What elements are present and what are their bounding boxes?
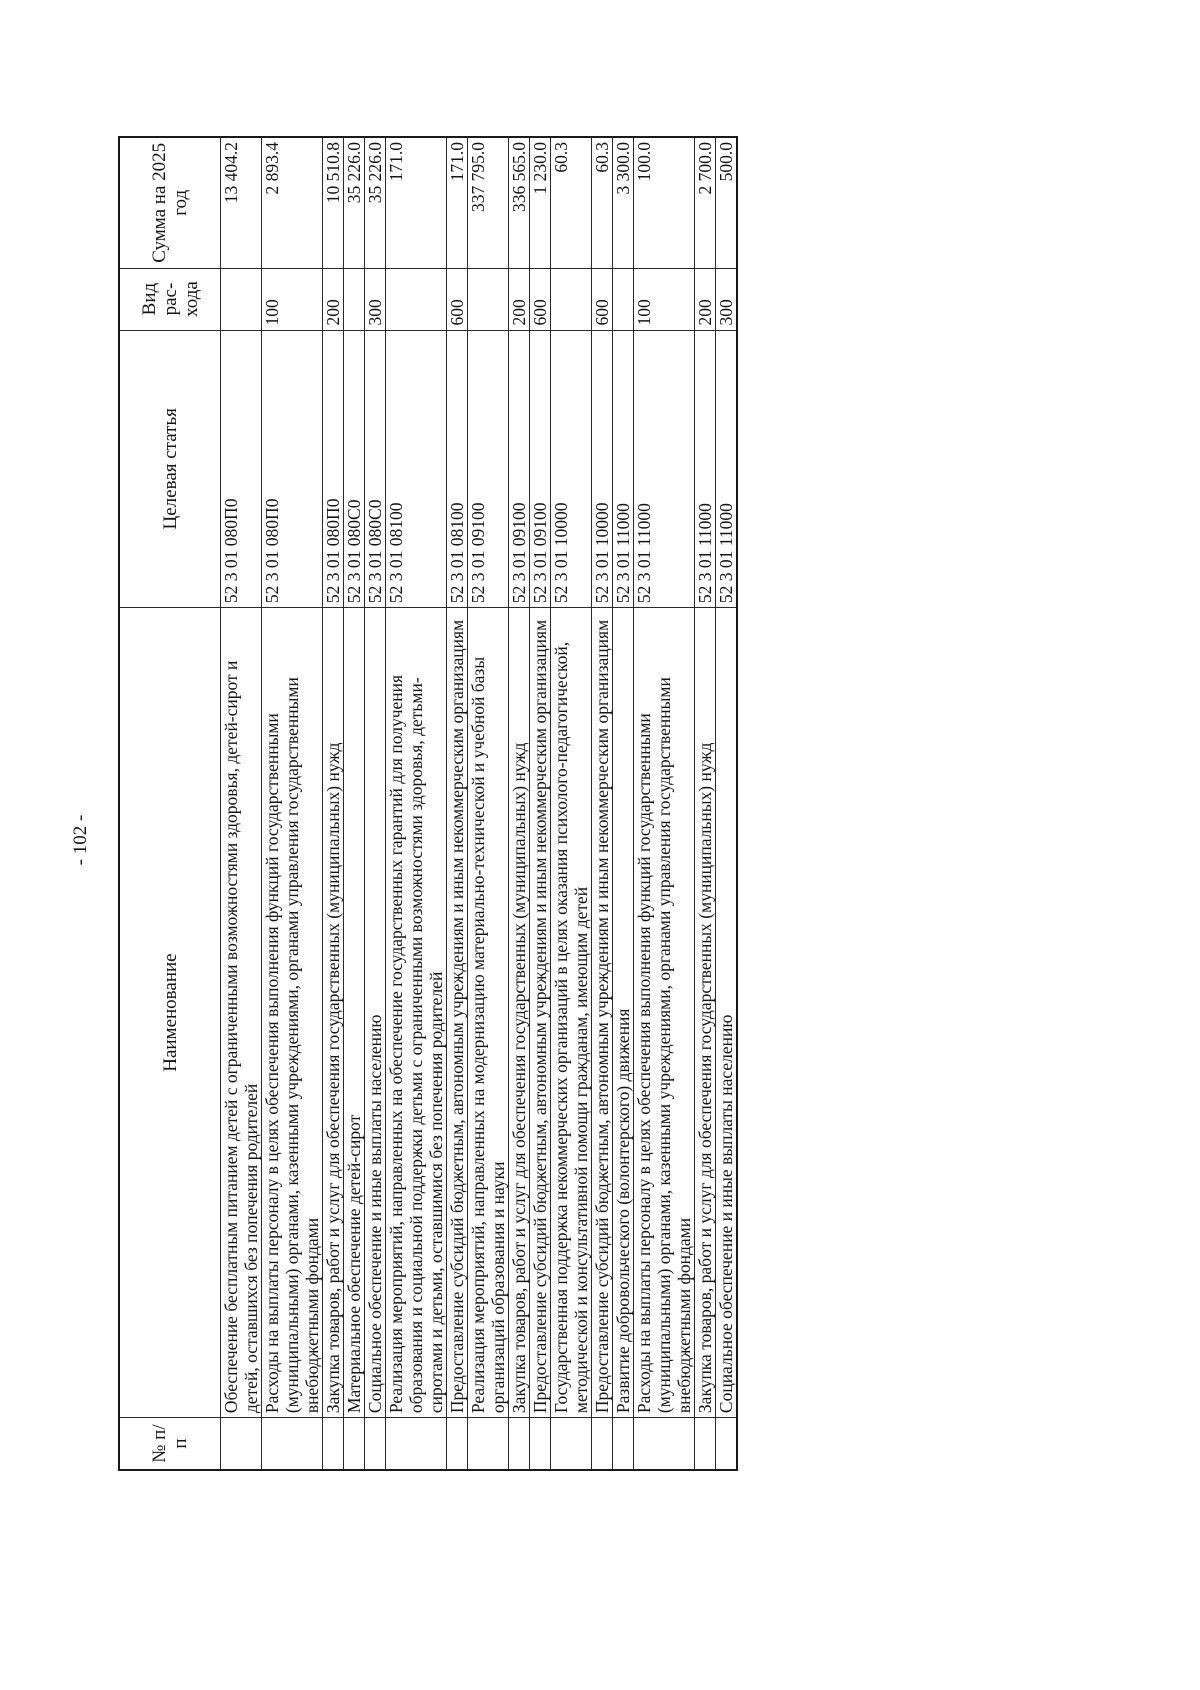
cell-type: 300 [716,268,738,330]
cell-sum: 2 700.0 [695,137,716,268]
table-header-row [119,137,221,1470]
cell-name: Социальное обеспечение и иные выплаты населению [365,608,386,1418]
cell-name: Предоставление субсидий бюджетным, автономным учреждениям и иным некоммерческим организациям [447,608,468,1418]
cell-code: 52 3 01 11000 [613,330,634,608]
cell-sum: 171.0 [386,137,447,268]
cell-type: 600 [530,268,551,330]
cell-type: 100 [262,268,323,330]
cell-num [447,1418,468,1470]
cell-name: Государственная поддержка некоммерческих организаций в целях оказания психолого-педагогической, методической и консультативной помощи гражданам, имеющим детей [551,608,592,1418]
table-row [634,137,695,1470]
cell-code: 52 3 01 080П0 [323,330,344,608]
cell-type [551,268,592,330]
cell-sum: 336 565.0 [509,137,530,268]
cell-sum: 35 226.0 [365,137,386,268]
cell-code: 52 3 01 10000 [592,330,613,608]
cell-code: 52 3 01 11000 [716,330,738,608]
cell-num [716,1418,738,1470]
header-num: № п/п [119,1418,221,1470]
cell-name: Предоставление субсидий бюджетным, автономным учреждениям и иным некоммерческим организациям [592,608,613,1418]
cell-code: 52 3 01 080С0 [365,330,386,608]
table-row [509,137,530,1470]
cell-name: Материальное обеспечение детей-сирот [344,608,365,1418]
cell-code: 52 3 01 09100 [468,330,509,608]
cell-name: Закупка товаров, работ и услуг для обеспечения государственных (муниципальных) нужд [323,608,344,1418]
table-row [613,137,634,1470]
table-row [468,137,509,1470]
header-type: Вид рас-хода [119,268,221,330]
cell-num [365,1418,386,1470]
table-row [530,137,551,1470]
cell-sum: 100.0 [634,137,695,268]
cell-sum: 13 404.2 [221,137,262,268]
cell-type: 300 [365,268,386,330]
cell-name: Расходы на выплаты персоналу в целях обеспечения выполнения функций государственными (муниципальными) органами, казенными учреждениями, органами управления государственными внебюджетными фондами [634,608,695,1418]
cell-name: Реализация мероприятий, направленных на обеспечение государственных гарантий для получения образования и социальной поддержки детьми с ограниченными возможностями здоровья, детьми-сиротами и детьми, оставшимися без попечения родителей [386,608,447,1418]
header-code: Целевая статья [119,330,221,608]
cell-num [509,1418,530,1470]
cell-sum: 500.0 [716,137,738,268]
table-row [447,137,468,1470]
budget-table-sheet [118,136,1073,1471]
cell-name: Предоставление субсидий бюджетным, автономным учреждениям и иным некоммерческим организациям [530,608,551,1418]
cell-type: 100 [634,268,695,330]
cell-code: 52 3 01 11000 [695,330,716,608]
cell-name: Закупка товаров, работ и услуг для обеспечения государственных (муниципальных) нужд [695,608,716,1418]
cell-sum: 171.0 [447,137,468,268]
cell-code: 52 3 01 080С0 [344,330,365,608]
header-name: Наименование [119,608,221,1418]
cell-code: 52 3 01 08100 [447,330,468,608]
cell-code: 52 3 01 09100 [530,330,551,608]
cell-sum: 60.3 [551,137,592,268]
table-row [221,137,262,1470]
cell-sum: 2 893.4 [262,137,323,268]
cell-num [613,1418,634,1470]
cell-num [592,1418,613,1470]
cell-type: 200 [323,268,344,330]
cell-code: 52 3 01 080П0 [262,330,323,608]
cell-sum: 3 300.0 [613,137,634,268]
table-row [365,137,386,1470]
cell-name: Социальное обеспечение и иные выплаты населению [716,608,738,1418]
cell-type: 600 [592,268,613,330]
cell-code: 52 3 01 080П0 [221,330,262,608]
cell-num [551,1418,592,1470]
table-row [323,137,344,1470]
cell-code: 52 3 01 11000 [634,330,695,608]
table-body [221,137,738,1470]
budget-table [118,136,738,1471]
table-row [716,137,738,1470]
cell-num [530,1418,551,1470]
cell-name: Закупка товаров, работ и услуг для обеспечения государственных (муниципальных) нужд [509,608,530,1418]
cell-num [262,1418,323,1470]
cell-name: Расходы на выплаты персоналу в целях обеспечения выполнения функций государственными (муниципальными) органами, казенными учреждениями, органами управления государственными внебюджетными фондами [262,608,323,1418]
table-row [344,137,365,1470]
cell-num [323,1418,344,1470]
cell-type: 200 [695,268,716,330]
table-row [551,137,592,1470]
table-row [592,137,613,1470]
table-row [262,137,323,1470]
cell-code: 52 3 01 10000 [551,330,592,608]
cell-sum: 10 510.8 [323,137,344,268]
cell-num [634,1418,695,1470]
cell-sum: 1 230.0 [530,137,551,268]
cell-type: 200 [509,268,530,330]
cell-type [468,268,509,330]
cell-num [468,1418,509,1470]
cell-type [344,268,365,330]
cell-type [221,268,262,330]
cell-name: Обеспечение бесплатным питанием детей с ограниченными возможностями здоровья, детей-сирот и детей, оставшихся без попечения родителей [221,608,262,1418]
cell-code: 52 3 01 09100 [509,330,530,608]
cell-num [221,1418,262,1470]
table-row [695,137,716,1470]
cell-type [613,268,634,330]
cell-num [695,1418,716,1470]
cell-name: Развитие добровольческого (волонтерского) движения [613,608,634,1418]
cell-code: 52 3 01 08100 [386,330,447,608]
cell-sum: 60.3 [592,137,613,268]
cell-name: Реализация мероприятий, направленных на модернизацию материально-технической и учебной базы организаций образования и науки [468,608,509,1418]
table-row [386,137,447,1470]
cell-type: 600 [447,268,468,330]
cell-sum: 337 795.0 [468,137,509,268]
header-sum: Сумма на 2025 год [119,137,221,268]
cell-type [386,268,447,330]
cell-num [386,1418,447,1470]
cell-num [344,1418,365,1470]
cell-sum: 35 226.0 [344,137,365,268]
page-number: - 102 - [70,814,91,866]
